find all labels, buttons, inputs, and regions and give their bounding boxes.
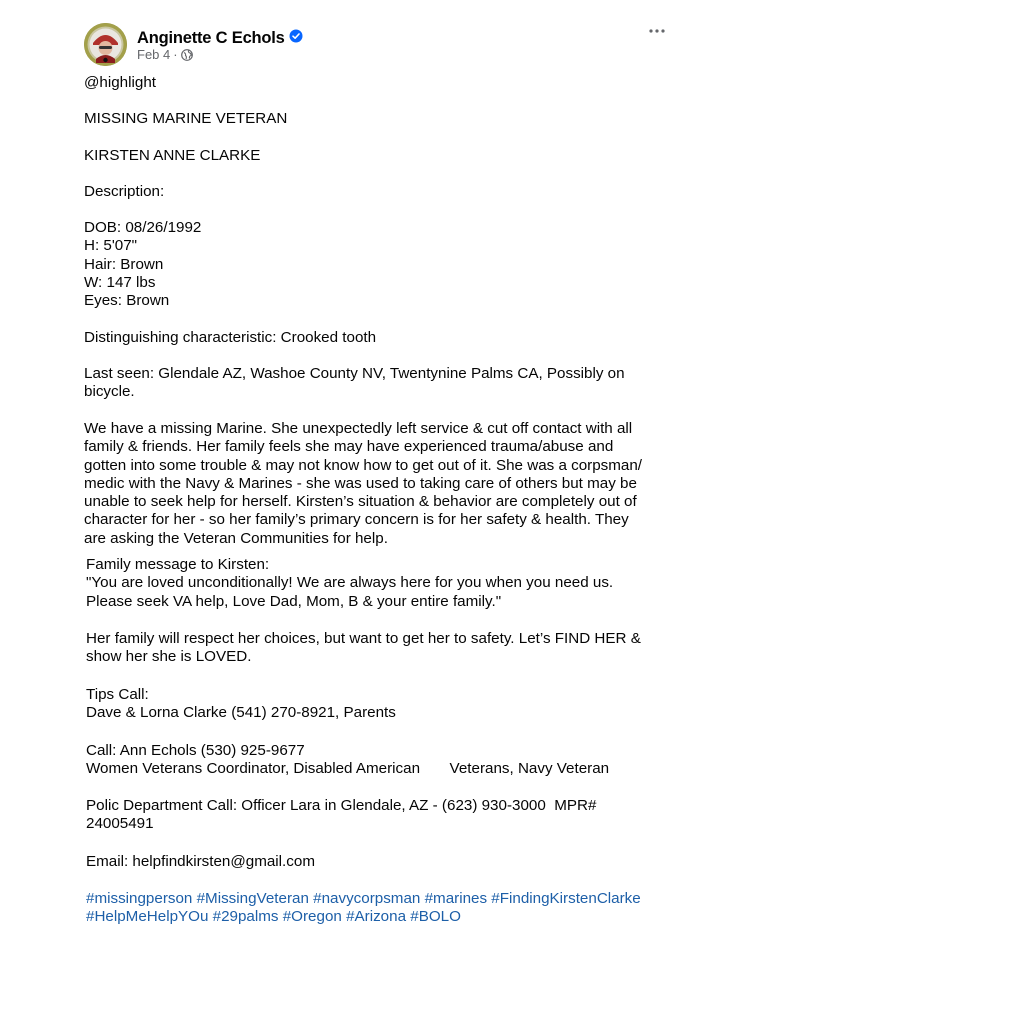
police-line: Polic Department Call: Officer Lara in Glendale, AZ - (623) 930-3000 MPR#: [86, 797, 597, 814]
last-seen: [84, 365, 625, 402]
tips-contact: Dave & Lorna Clarke (541) 270-8921, Parents: [86, 704, 396, 722]
headline: MISSING MARINE VETERAN: [84, 110, 288, 127]
story-line: gotten into some trouble & may not know how to get out of it. She was a corpsman/: [84, 456, 643, 474]
hashtag-link[interactable]: #FindingKirstenClarke: [491, 890, 641, 907]
respect-paragraph: [86, 630, 641, 667]
last-seen-line: bicycle.: [84, 383, 135, 401]
more-options-button[interactable]: [646, 22, 668, 40]
story-line: unable to seek help for herself. Kirsten’s situation & behavior are completely out of: [84, 493, 637, 511]
author-name[interactable]: Anginette C Echols: [137, 29, 285, 47]
hair: Hair: Brown: [84, 255, 164, 273]
family-message-line: Please seek VA help, Love Dad, Mom, B & your entire family.": [86, 592, 502, 610]
call-contact: Call: Ann Echols (530) 925-9677: [86, 742, 305, 759]
post-meta: [137, 47, 193, 62]
family-message-line: "You are loved unconditionally! We are always here for you when you need us.: [86, 574, 614, 592]
hashtag-link[interactable]: #Arizona: [346, 908, 407, 926]
description-label: Description:: [84, 183, 165, 200]
eyes: Eyes: Brown: [84, 292, 170, 310]
dob: DOB: 08/26/1992: [84, 219, 202, 236]
story-line: character for her - so her family’s primary concern is for her safety & health. They: [84, 511, 629, 529]
hashtag-link[interactable]: #HelpMeHelpYOu: [86, 908, 209, 926]
story-paragraph: [84, 420, 642, 548]
family-message-label: Family message to Kirsten:: [86, 556, 270, 573]
email-line: Email: helpfindkirsten@gmail.com: [86, 853, 315, 870]
hashtag-row: [86, 890, 641, 908]
missing-person-name: KIRSTEN ANNE CLARKE: [84, 147, 261, 164]
respect-line: show her she is LOVED.: [86, 648, 252, 666]
call-role: Women Veterans Coordinator, Disabled American Veterans, Navy Veteran: [86, 760, 610, 778]
hashtag-link[interactable]: #missingperson: [86, 890, 193, 907]
hashtag-link[interactable]: #BOLO: [410, 908, 461, 926]
respect-line: Her family will respect her choices, but want to get her to safety. Let’s FIND HER &: [86, 630, 641, 647]
verified-badge-icon: [289, 29, 303, 48]
hashtag-link[interactable]: #MissingVeteran: [196, 890, 309, 907]
tips-label: Tips Call:: [86, 686, 149, 703]
call-section: [86, 742, 609, 779]
author-name-row: [137, 29, 303, 48]
story-line: are asking the Veteran Communities for help.: [84, 529, 388, 547]
story-line: We have a missing Marine. She unexpectedly left service & cut off contact with all: [84, 420, 633, 437]
hashtag-link[interactable]: #Oregon: [282, 908, 342, 926]
globe-icon[interactable]: [181, 49, 193, 61]
hashtag-link[interactable]: #marines: [424, 890, 488, 907]
distinguishing-characteristic: Distinguishing characteristic: Crooked tooth: [84, 329, 377, 346]
description-details: [84, 219, 201, 310]
author-avatar[interactable]: [84, 23, 127, 66]
family-message: [86, 556, 613, 611]
hashtag-row: [86, 908, 641, 926]
avatar-icon: [84, 23, 127, 66]
height: H: 5'07": [84, 237, 138, 255]
tips-section: [86, 686, 396, 723]
weight: W: 147 lbs: [84, 273, 156, 291]
more-horizontal-icon: [646, 22, 668, 40]
post-date[interactable]: Feb 4: [137, 47, 171, 62]
mention-link[interactable]: @highlight: [84, 74, 156, 91]
story-line: medic with the Navy & Marines - she was used to taking care of others but may be: [84, 474, 637, 492]
last-seen-line: Last seen: Glendale AZ, Washoe County NV, Twentynine Palms CA, Possibly on: [84, 365, 625, 382]
meta-separator: ·: [173, 47, 178, 62]
police-section: [86, 797, 596, 834]
hashtags: [86, 890, 641, 927]
hashtag-link[interactable]: #29palms: [212, 908, 279, 926]
police-line: 24005491: [86, 815, 154, 833]
hashtag-link[interactable]: #navycorpsman: [313, 890, 421, 907]
story-line: family & friends. Her family feels she may have experienced trauma/abuse and: [84, 438, 614, 456]
